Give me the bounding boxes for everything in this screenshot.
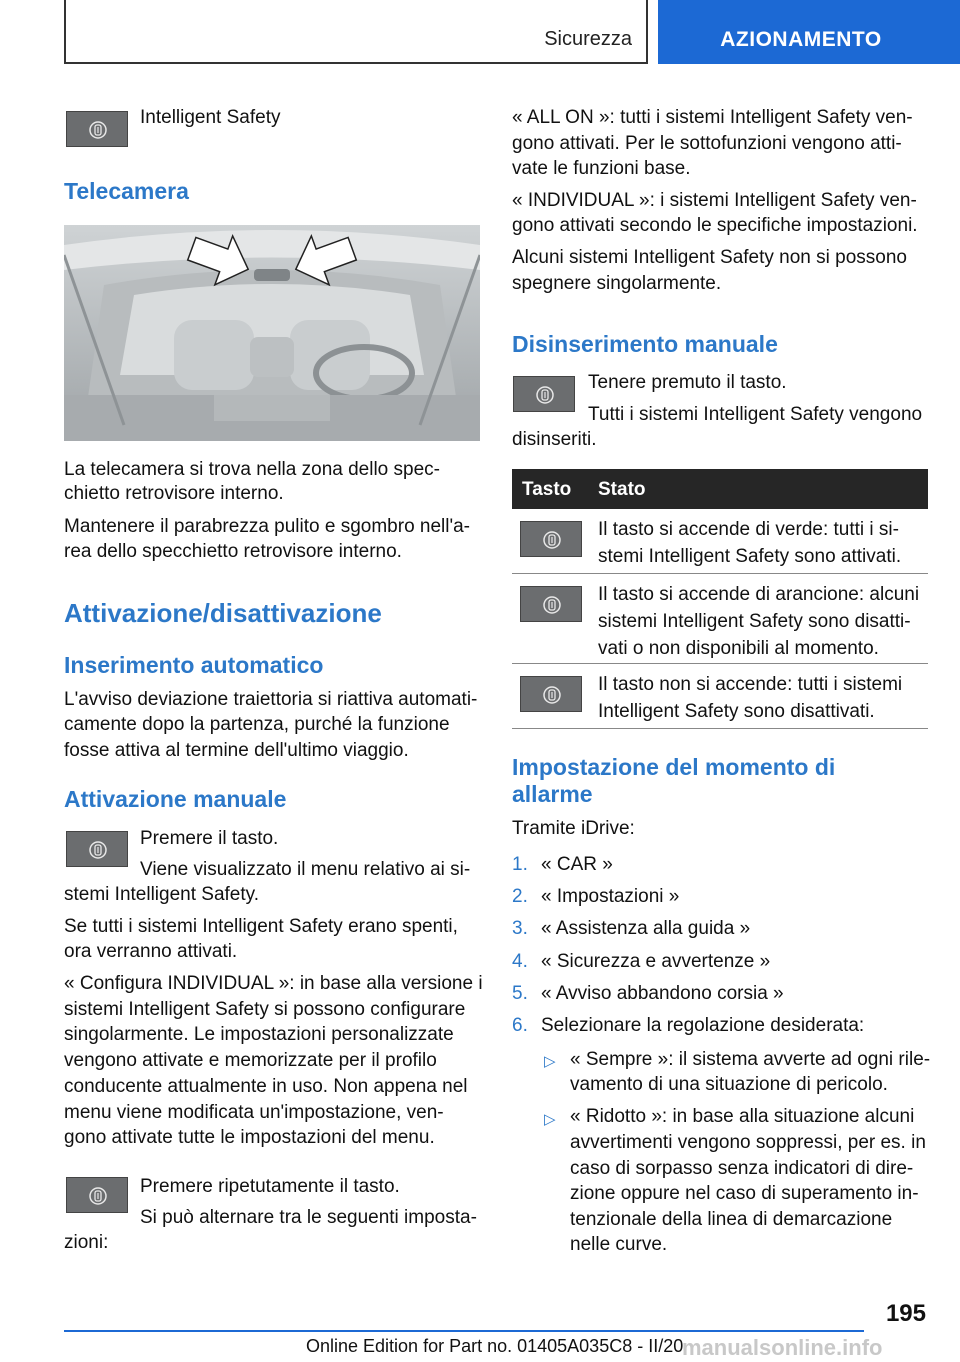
heading-camera: Telecamera [64,178,189,204]
sub1-line-2: vamento di una situazione di pericolo. [570,1074,888,1095]
page-number: 195 [885,1300,926,1327]
manual-line-2: Viene visualizzato il menu relativo ai si- [140,859,471,880]
row1-line-1: Il tasto si accende di verde: tutti i si- [598,519,899,540]
disable-line-1: Tenere premuto il tasto. [588,372,787,393]
footer-divider [64,1330,864,1332]
header-section-box [64,0,648,64]
camera-paragraph-1-line-1: La telecamera si trova nella zona dello spec- [64,459,440,480]
table-header-status: Stato [598,479,646,500]
step-number: 4. [512,951,528,972]
repeat-button-icon [66,1177,128,1213]
step-number: 1. [512,854,528,875]
row2-line-1: Il tasto si accende di arancione: alcuni [598,584,920,605]
sub1-line-1: « Sempre »: il sistema avverte ad ogni rile- [570,1049,931,1070]
step-text: « Avviso abbandono corsia » [541,983,784,1004]
some-systems-line-2: spegnere singolarmente. [512,273,722,294]
heading-alarm-line-1: Impostazione del momento di [512,754,836,780]
table-row [512,664,928,729]
camera-paragraph-1-line-2: chietto retrovisore interno. [64,483,284,504]
step-text: « Assistenza alla guida » [541,918,751,939]
sub2-line-1: « Ridotto »: in base alla situazione alcuni [570,1106,915,1127]
sub2-line-4: zione oppure nel caso di superamento in- [570,1183,919,1204]
table-header-key: Tasto [522,479,572,500]
config-line-3: singolarmente. Le impostazioni personalizzate [64,1024,454,1045]
manual-line-1: Premere il tasto. [140,828,279,849]
repeat-line-1: Premere ripetutamente il tasto. [140,1176,400,1197]
button-status-table [512,469,928,729]
idrive-intro: Tramite iDrive: [512,818,635,839]
disable-button-icon [513,376,575,412]
repeat-line-2: Si può alternare tra le seguenti imposta- [140,1207,477,1228]
row2-line-2: sistemi Intelligent Safety sono disatti- [598,611,911,632]
heading-activation: Attivazione/disattivazione [64,598,382,628]
manual-p2-line-1: Se tutti i sistemi Intelligent Safety erano spenti, [64,916,458,937]
individual-line-2: gono attivati secondo le specifiche impostazioni. [512,215,918,236]
individual-line-1: « INDIVIDUAL »: i sistemi Intelligent Safety ven- [512,190,917,211]
key-green-icon [520,521,582,557]
page-header [0,0,960,66]
auto-line-2: camente dopo la partenza, purché la funzione [64,714,450,735]
heading-manual-disable: Disinserimento manuale [512,331,778,357]
table-row [512,509,928,574]
allon-line-3: vate le funzioni base. [512,158,691,179]
allon-line-2: gono attivati. Per le sottofunzioni vengono atti- [512,133,902,154]
table-row-status [598,671,928,725]
config-line-6: menu viene modificata un'impostazione, ven- [64,1102,444,1123]
table-header [512,469,928,509]
disable-line-2: Tutti i sistemi Intelligent Safety vengono [588,404,923,425]
heading-auto-activation: Inserimento automatico [64,652,324,678]
manual-line-3: stemi Intelligent Safety. [64,884,260,905]
config-line-1: « Configura INDIVIDUAL »: in base alla versione i [64,973,483,994]
step-number: 3. [512,918,528,939]
key-orange-icon [520,586,582,622]
watermark: manualsonline.info [682,1335,883,1360]
car-interior-illustration [64,225,480,441]
config-line-2: sistemi Intelligent Safety si possono configurare [64,999,466,1020]
sub2-line-5: tenzionale della linea di demarcazione [570,1209,893,1230]
bullet-triangle-icon: ▷ [544,1053,556,1070]
some-systems-line-1: Alcuni sistemi Intelligent Safety non si possono [512,247,907,268]
manual-p2-line-2: ora verranno attivati. [64,941,238,962]
disable-line-3: disinseriti. [512,429,597,450]
table-row-status [598,516,928,570]
step-text: « Impostazioni » [541,886,680,907]
step-number: 5. [512,983,528,1004]
step-number: 6. [512,1015,528,1036]
row1-line-2: stemi Intelligent Safety sono attivati. [598,546,902,567]
auto-line-3: fosse attiva al termine dell'ultimo viaggio. [64,740,409,761]
auto-line-1: L'avviso deviazione traiettoria si riattiva automati- [64,689,478,710]
manual-button-icon [66,831,128,867]
config-line-4: vengono attivate e memorizzate per il profilo [64,1050,437,1071]
intelligent-safety-button-icon [66,111,128,147]
header-chapter-title: AZIONAMENTO [720,28,882,51]
camera-location-photo [64,225,480,441]
table-row [512,574,928,664]
intro-label: Intelligent Safety [140,107,281,128]
edition-label: Online Edition for Part no. 01405A035C8 - II/20 [306,1336,684,1356]
camera-paragraph-2-line-1: Mantenere il parabrezza pulito e sgombro nell'a- [64,516,471,537]
row3-line-1: Il tasto non si accende: tutti i sistemi [598,674,903,695]
step-text: Selezionare la regolazione desiderata: [541,1015,865,1036]
step-text: « Sicurezza e avvertenze » [541,951,771,972]
header-section-title: Sicurezza [544,28,632,50]
config-line-5: conducente attualmente in uso. Non appena nel [64,1076,468,1097]
row3-line-2: Intelligent Safety sono disattivati. [598,701,875,722]
heading-manual-activation: Attivazione manuale [64,786,287,812]
heading-alarm-line-2: allarme [512,781,593,807]
sub2-line-3: caso di sorpasso senza indicatori di dire- [570,1158,914,1179]
sub2-line-6: nelle curve. [570,1234,668,1255]
row2-line-3: vati o non disponibili al momento. [598,638,879,659]
header-chapter-tab [658,0,960,64]
sub2-line-2: avvertimenti vengono soppressi, per es. in [570,1132,926,1153]
step-text: « CAR » [541,854,613,875]
key-off-icon [520,676,582,712]
repeat-line-3: zioni: [64,1232,109,1253]
camera-paragraph-2-line-2: rea dello specchietto retrovisore interno. [64,541,402,562]
bullet-triangle-icon: ▷ [544,1111,556,1128]
step-number: 2. [512,886,528,907]
table-row-status [598,581,928,662]
config-line-7: gono attivate tutte le impostazioni del menu. [64,1127,435,1148]
allon-line-1: « ALL ON »: tutti i sistemi Intelligent Safety ven- [512,107,913,128]
